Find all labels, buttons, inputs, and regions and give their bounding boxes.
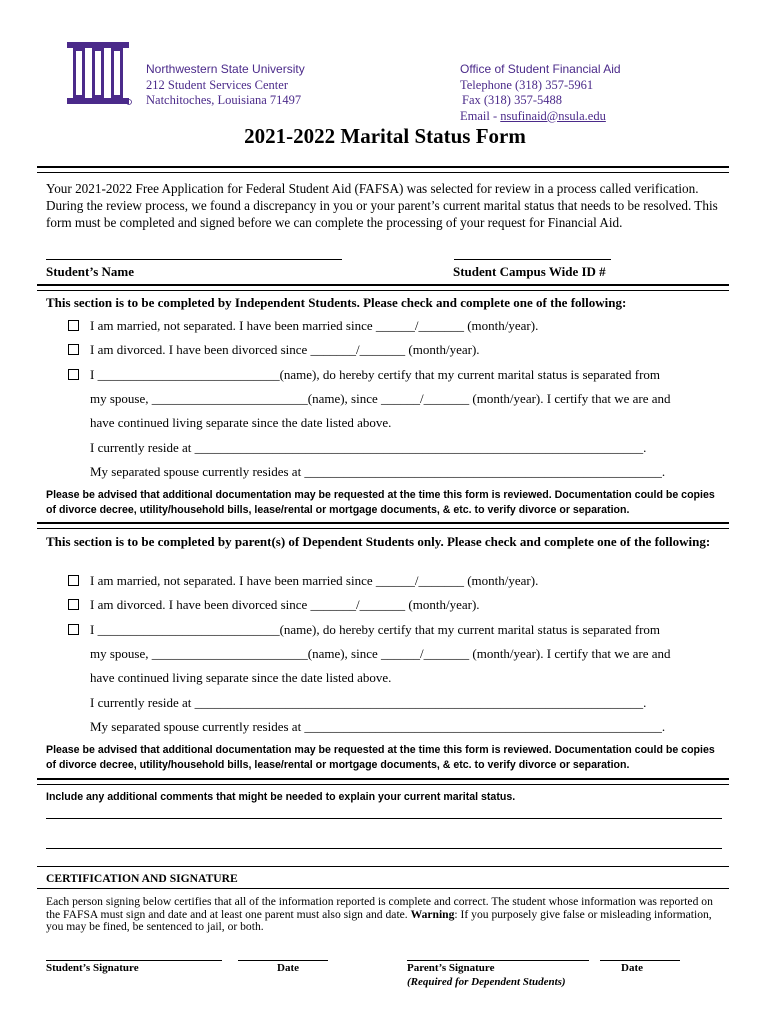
independent-separated-checkbox[interactable] xyxy=(68,369,79,380)
dependent-divorced-text: I am divorced. I have been divorced since _______/_______ (month/year). xyxy=(90,597,480,612)
dependent-divorced-row xyxy=(68,597,480,613)
parent-signature-label: Parent’s Signature xyxy=(407,962,495,974)
dependent-divorced-checkbox[interactable] xyxy=(68,599,79,610)
independent-reside-field[interactable]: I currently reside at _____________________________________________________________________. xyxy=(90,440,647,455)
office-contact-block xyxy=(460,62,621,124)
warning-label: Warning xyxy=(410,907,455,921)
dependent-separated-text-2: my spouse, ________________________(name), since ______/_______ (month/year). I certify that we are and xyxy=(90,646,671,661)
student-signature-label: Student’s Signature xyxy=(46,962,139,974)
student-name-line[interactable] xyxy=(46,259,342,260)
independent-divorced-checkbox[interactable] xyxy=(68,344,79,355)
independent-married-text: I am married, not separated. I have been married since ______/_______ (month/year). xyxy=(90,318,539,333)
student-id-line[interactable] xyxy=(454,259,611,260)
dependent-advise-note: Please be advised that additional documentation may be requested at the time this form is reviewed. Documentation could be copies of divorce decree, utility/household bills, lease/rental or mortgage documents, & etc. to verify divorce or separation. xyxy=(46,744,715,771)
comments-label: Include any additional comments that might be needed to explain your current marital status. xyxy=(46,791,516,803)
form-title: 2021-2022 Marital Status Form xyxy=(244,124,526,148)
section-divider-2 xyxy=(37,522,729,529)
address-line-2: Natchitoches, Louisiana 71497 xyxy=(146,93,302,107)
certification-text xyxy=(46,896,722,934)
fax: Fax (318) 357-5488 xyxy=(462,93,562,107)
independent-separated-row xyxy=(68,367,660,383)
independent-heading: This section is to be completed by Independent Students. Please check and complete one of the following: xyxy=(46,295,627,310)
university-logo xyxy=(67,42,133,106)
independent-married-row xyxy=(68,318,538,334)
independent-divorced-row xyxy=(68,342,480,358)
certification-text-warning: : If you purposely give false or misleading information, you may be fined, be sentenced to jail, or both. xyxy=(46,907,712,933)
dependent-separated-text-1: I ____________________________(name), do hereby certify that my current marital status is separated from xyxy=(90,622,661,637)
student-date-label: Date xyxy=(277,962,299,974)
dependent-married-checkbox[interactable] xyxy=(68,575,79,586)
dependent-separated-row xyxy=(68,622,660,638)
independent-advise-note: Please be advised that additional documentation may be requested at the time this form is reviewed. Documentation could be copies of divorce decree, utility/household bills, lease/rental or mortgage documents, & etc. to verify divorce or separation. xyxy=(46,489,715,516)
comment-line-1[interactable] xyxy=(46,818,722,819)
certification-text-main: Each person signing below certifies that all of the information reported is complete and correct. The student whose information was reported on the FAFSA must sign and date and at least one parent must also sign and date. xyxy=(46,895,713,921)
comment-line-2[interactable] xyxy=(46,848,722,849)
student-date-line[interactable] xyxy=(238,960,328,961)
student-signature-line[interactable] xyxy=(46,960,222,961)
independent-married-checkbox[interactable] xyxy=(68,320,79,331)
parent-date-line[interactable] xyxy=(600,960,680,961)
section-divider-1 xyxy=(37,284,729,291)
university-name: Northwestern State University xyxy=(146,62,305,76)
university-address-block xyxy=(146,62,305,109)
intro-paragraph: Your 2021-2022 Free Application for Federal Student Aid (FAFSA) was selected for review in a process called verification. During the review process, we found a discrepancy in you or your parent’s current marital status that needs to be resolved. This form must be completed and signed before we can complete the processing of your request for Financial Aid. xyxy=(46,181,718,230)
independent-separated-text-3: have continued living separate since the date listed above. xyxy=(90,415,392,430)
independent-separated-text-1: I ____________________________(name), do hereby certify that my current marital status is separated from xyxy=(90,367,661,382)
section-divider-3 xyxy=(37,778,729,785)
student-id-label: Student Campus Wide ID # xyxy=(453,264,606,279)
telephone: Telephone (318) 357-5961 xyxy=(460,77,594,92)
independent-spouse-reside-field[interactable]: My separated spouse currently resides at _______________________________________________________. xyxy=(90,464,666,479)
dependent-married-row xyxy=(68,573,538,589)
email-line xyxy=(460,109,621,125)
parent-signature-note: (Required for Dependent Students) xyxy=(407,976,566,988)
title-divider xyxy=(37,166,729,173)
dependent-heading: This section is to be completed by parent(s) of Dependent Students only. Please check and complete one of the following: xyxy=(46,534,711,549)
dependent-reside-field[interactable]: I currently reside at _____________________________________________________________________. xyxy=(90,695,647,710)
student-name-label: Student’s Name xyxy=(46,264,134,279)
certification-divider xyxy=(37,888,729,889)
email-link[interactable]: nsufinaid@nsula.edu xyxy=(500,108,606,123)
parent-date-label: Date xyxy=(621,962,643,974)
certification-heading: CERTIFICATION AND SIGNATURE xyxy=(46,872,238,885)
parent-signature-line[interactable] xyxy=(407,960,589,961)
dependent-spouse-reside-field[interactable]: My separated spouse currently resides at _______________________________________________________. xyxy=(90,719,666,734)
email-prefix: Email - xyxy=(460,108,501,123)
address-line-1: 212 Student Services Center xyxy=(146,77,288,92)
dependent-married-text: I am married, not separated. I have been married since ______/_______ (month/year). xyxy=(90,573,539,588)
section-divider-4 xyxy=(37,866,729,867)
office-name: Office of Student Financial Aid xyxy=(460,62,621,76)
independent-divorced-text: I am divorced. I have been divorced since _______/_______ (month/year). xyxy=(90,342,480,357)
dependent-separated-checkbox[interactable] xyxy=(68,624,79,635)
dependent-separated-text-3: have continued living separate since the date listed above. xyxy=(90,670,392,685)
independent-separated-text-2: my spouse, ________________________(name), since ______/_______ (month/year). I certify that we are and xyxy=(90,391,671,406)
